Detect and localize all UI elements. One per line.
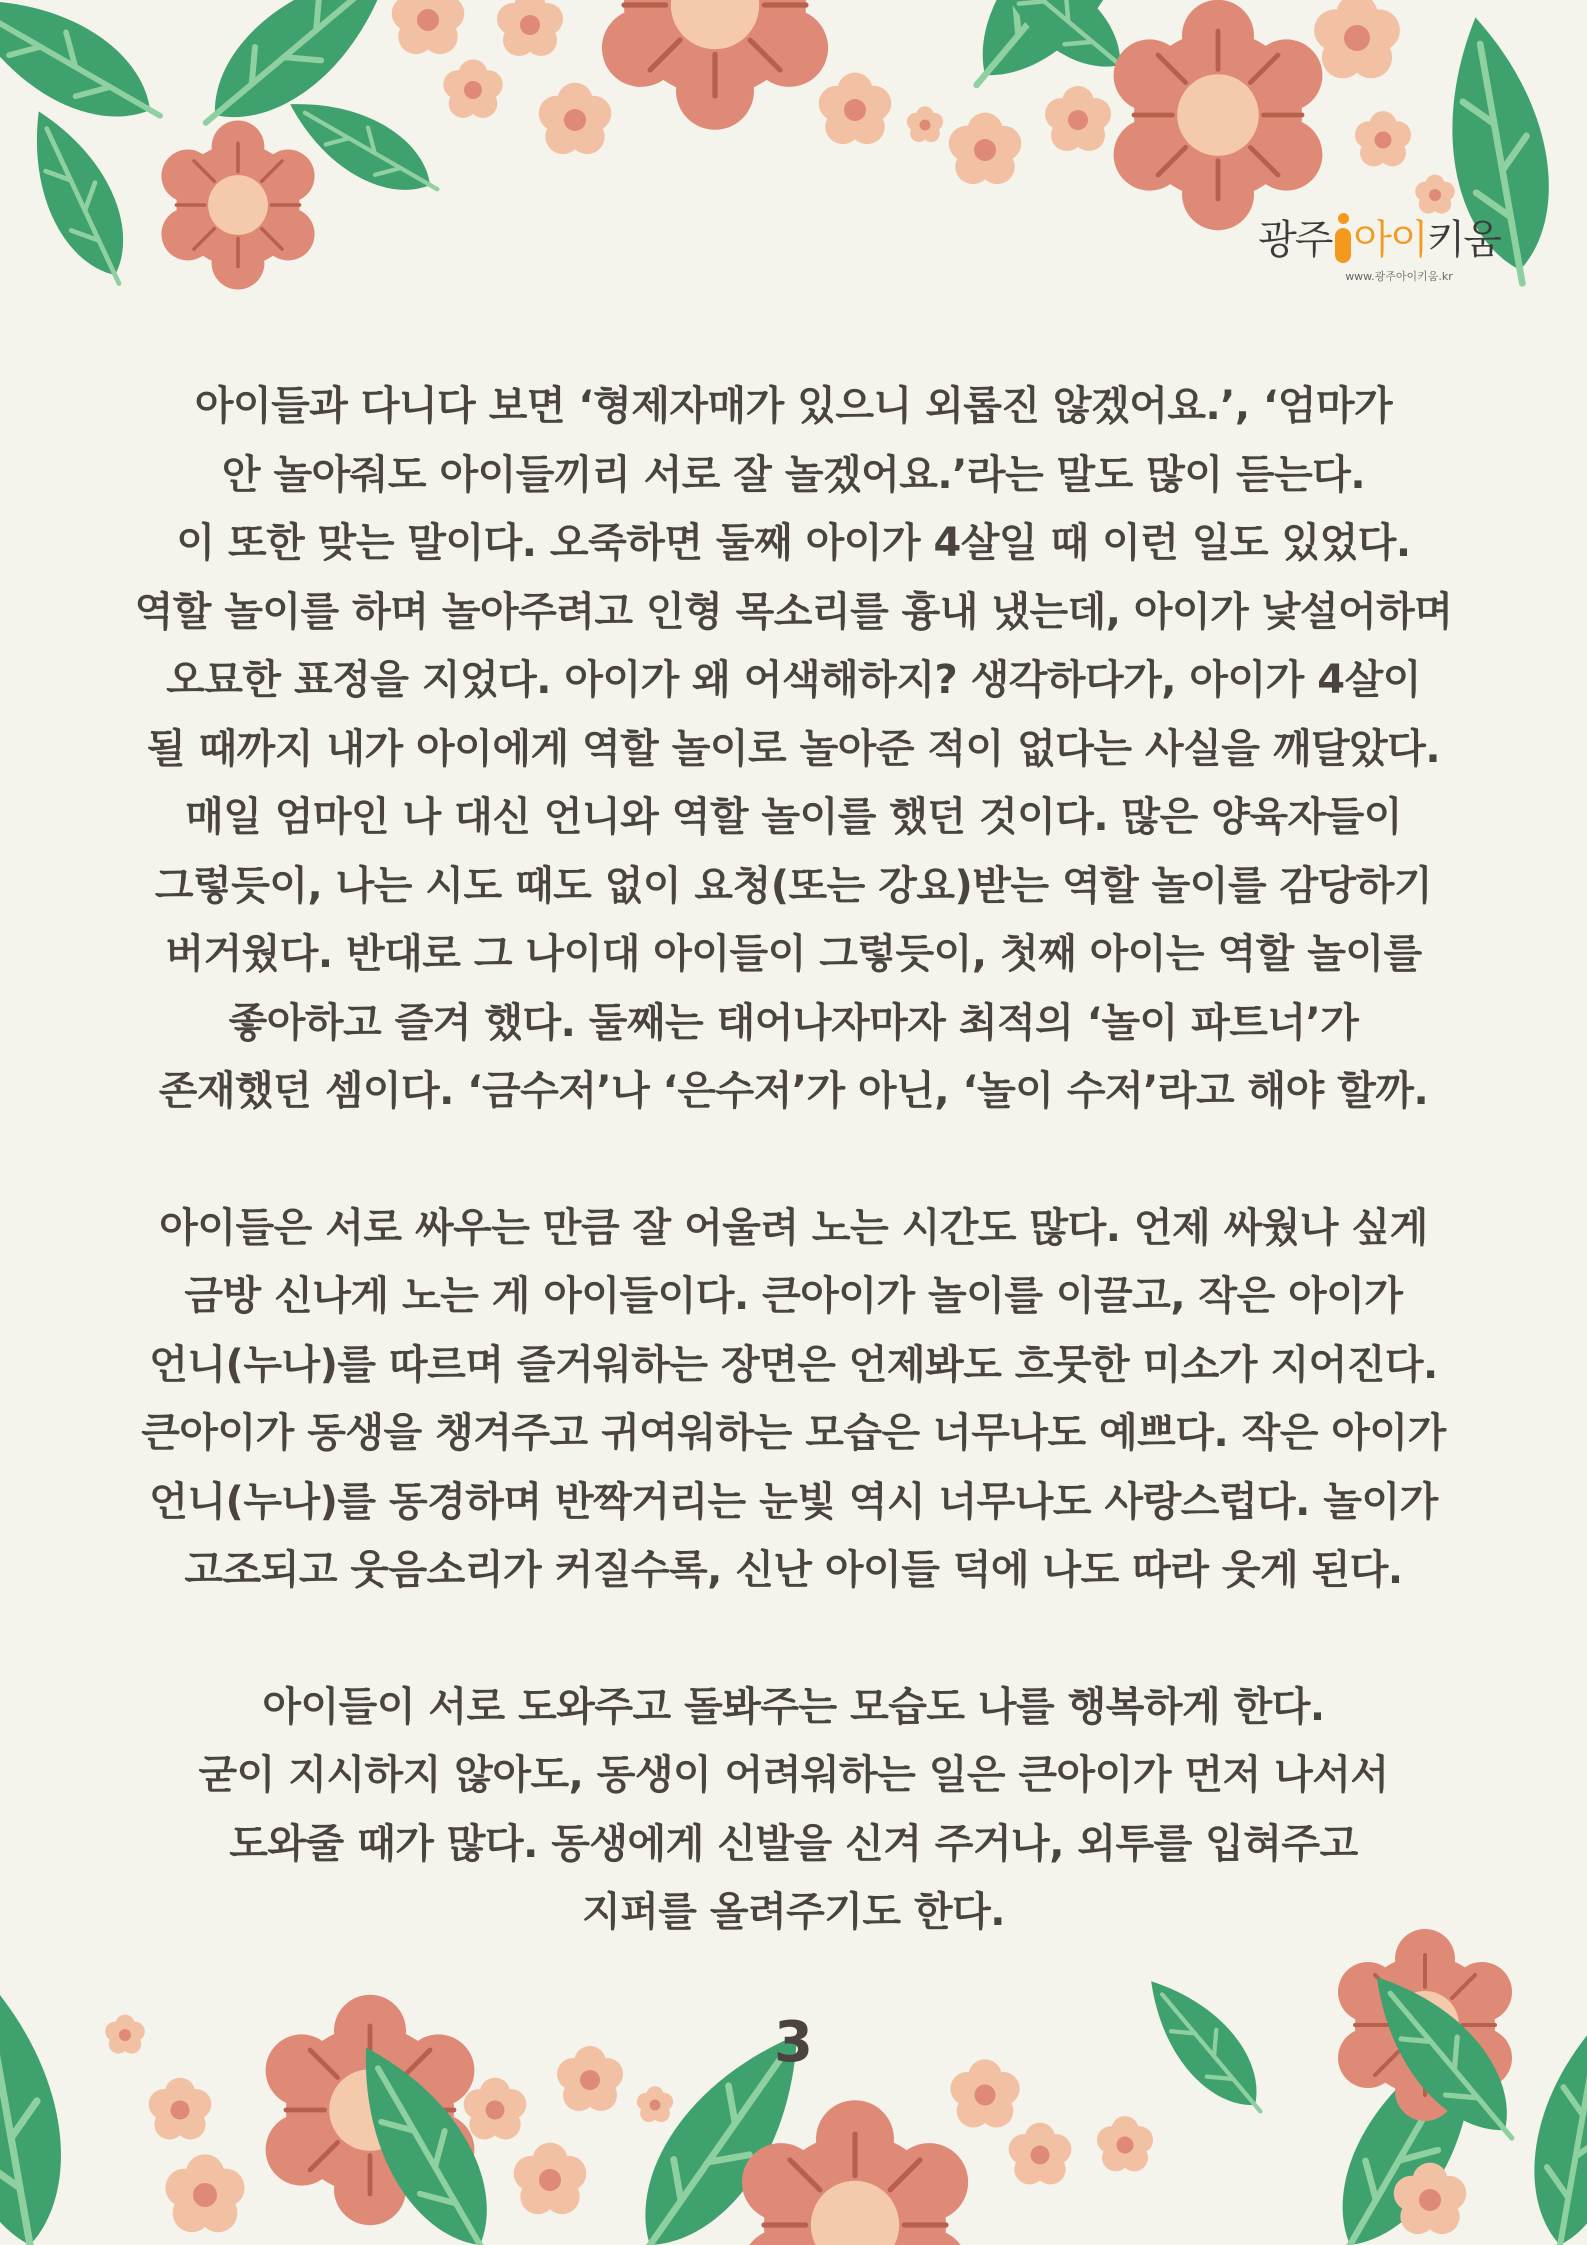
text-line: 존재했던 셈이다. ‘금수저’나 ‘은수저’가 아닌, ‘놀이 수저’라고 해야 할까.	[158, 1068, 1429, 1114]
text-line: 이 또한 맞는 말이다. 오죽하면 둘째 아이가 4살일 때 이런 일도 있었다.	[176, 520, 1411, 566]
text-line: 고조되고 웃음소리가 커질수록, 신난 아이들 덕에 나도 따라 웃게 된다.	[184, 1547, 1403, 1593]
text-line: 버거웠다. 반대로 그 나이대 아이들이 그렇듯이, 첫째 아이는 역할 놀이를	[165, 931, 1422, 977]
page-number: 3	[774, 2010, 813, 2075]
text-line: 좋아하고 즐겨 했다. 둘째는 태어나자마자 최적의 ‘놀이 파트너’가	[228, 999, 1359, 1046]
text-line: 될 때까지 내가 아이에게 역할 놀이로 놀아준 적이 없다는 사실을 깨달았다.	[146, 725, 1441, 772]
text-line: 그렇듯이, 나는 시도 때도 없이 요청(또는 강요)받는 역할 놀이를 감당하기	[154, 862, 1433, 909]
logo-wordmark	[1244, 212, 1514, 268]
text-line: 안 놀아줘도 아이들끼리 서로 잘 놀겠어요.’라는 말도 많이 듣는다.	[221, 451, 1366, 498]
text-line: 매일 엄마인 나 대신 언니와 역할 놀이를 했던 것이다. 많은 양육자들이	[185, 794, 1402, 840]
article-body	[70, 372, 1517, 1947]
paragraph-spacer	[70, 1605, 1517, 1673]
text-line: 아이들과 다니다 보면 ‘형제자매가 있으니 외롭진 않겠어요.’, ‘엄마가	[194, 383, 1393, 429]
logo-text-accent: 아이	[1353, 217, 1427, 263]
text-line: 아이들이 서로 도와주고 돌봐주는 모습도 나를 행복하게 한다.	[262, 1683, 1325, 1730]
paragraph-2	[70, 1194, 1517, 1605]
text-line: 오묘한 표정을 지었다. 아이가 왜 어색해하지? 생각하다가, 아이가 4살이	[166, 657, 1421, 703]
text-line: 역할 놀이를 하며 놀아주려고 인형 목소리를 흉내 냈는데, 아이가 낯설어하며	[134, 588, 1453, 635]
text-line: 금방 신나게 노는 게 아이들이다. 큰아이가 놀이를 이끌고, 작은 아이가	[184, 1273, 1403, 1319]
text-line: 아이들은 서로 싸우는 만큼 잘 어울려 노는 시간도 많다. 언제 싸웠나 싶게	[159, 1204, 1428, 1251]
logo-text-left: 광주	[1258, 217, 1332, 263]
text-line: 굳이 지시하지 않아도, 동생이 어려워하는 일은 큰아이가 먼저 나서서	[198, 1752, 1389, 1798]
brand-logo[interactable]	[1244, 212, 1514, 320]
text-line: 지퍼를 올려주기도 한다.	[582, 1889, 1005, 1935]
logo-text-right: 키움	[1426, 217, 1500, 263]
logo-url: www.광주아이키움.kr	[1345, 270, 1453, 283]
text-line: 큰아이가 동생을 챙겨주고 귀여워하는 모습은 너무나도 예쁘다. 작은 아이가	[141, 1410, 1446, 1456]
paragraph-3	[70, 1673, 1517, 1947]
logo-i-icon	[1335, 213, 1351, 263]
paragraph-1	[70, 372, 1517, 1126]
text-line: 도와줄 때가 많다. 동생에게 신발을 신겨 주거나, 외투를 입혀주고	[229, 1820, 1358, 1867]
text-line: 언니(누나)를 동경하며 반짝거리는 눈빛 역시 너무나도 사랑스럽다. 놀이가	[149, 1478, 1438, 1525]
paragraph-spacer	[70, 1126, 1517, 1194]
text-line: 언니(누나)를 따르며 즐거워하는 장면은 언제봐도 흐뭇한 미소가 지어진다.	[149, 1341, 1438, 1388]
